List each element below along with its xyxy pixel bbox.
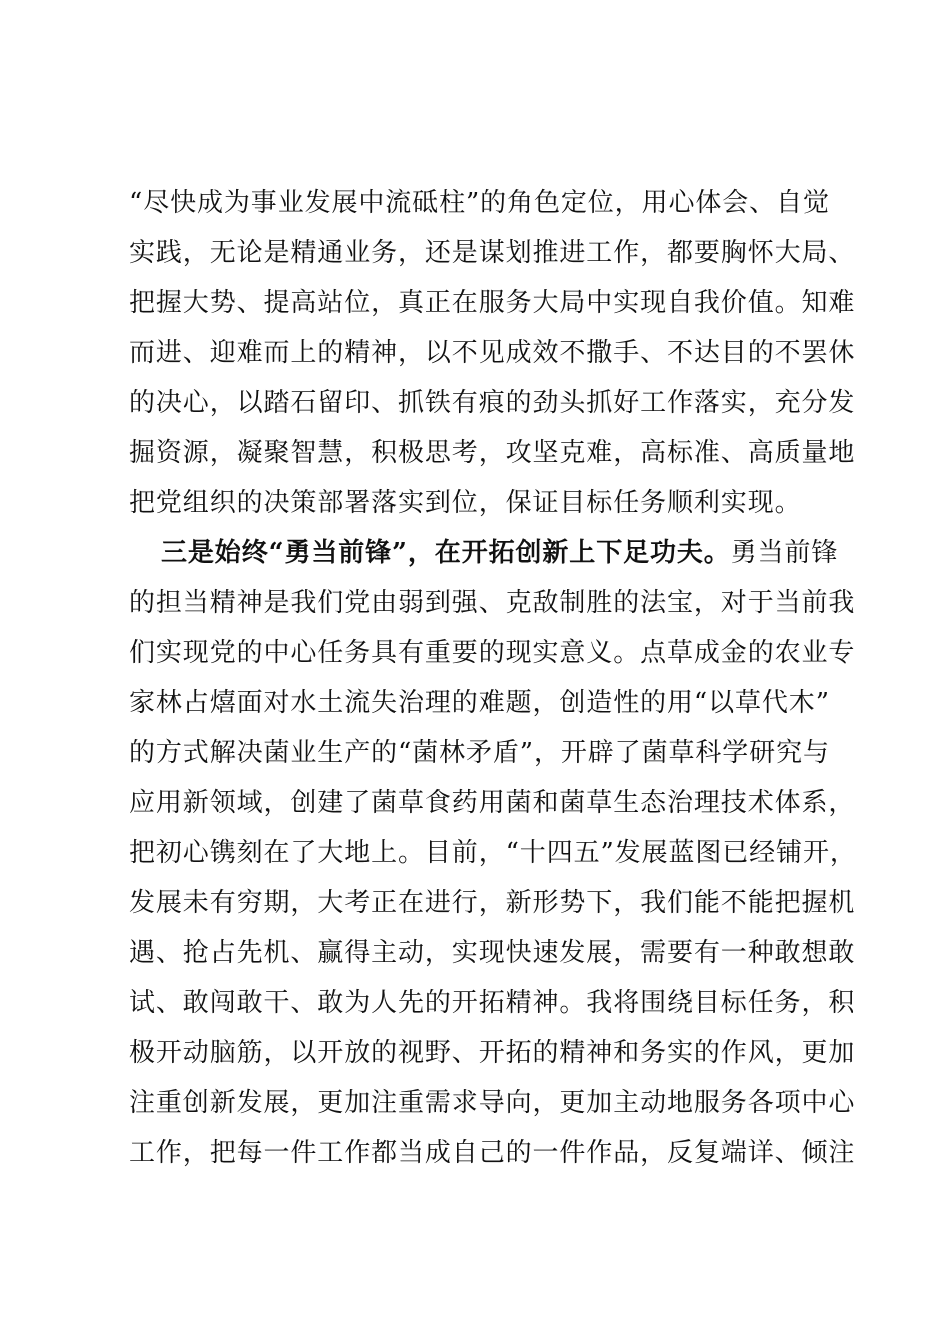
text-line: 应用新领域，创建了菌草食药用菌和菌草生态治理技术体系， xyxy=(129,788,856,818)
text-line: 掘资源，凝聚智慧，积极思考，攻坚克难，高标准、高质量地 xyxy=(129,438,856,468)
text-line: 把握大势、提高站位，真正在服务大局中实现自我价值。知难 xyxy=(129,288,856,318)
text-line: 而进、迎难而上的精神，以不见成效不撒手、不达目的不罢休 xyxy=(129,338,856,368)
paragraph-heading: 三是始终“勇当前锋”，在开拓创新上下足功夫。 xyxy=(161,538,731,568)
paragraph-first-line xyxy=(129,528,839,578)
paragraph-three xyxy=(129,528,857,1178)
text-line: 把初心镌刻在了大地上。目前，“十四五”发展蓝图已经铺开， xyxy=(129,838,857,868)
text-line: 注重创新发展，更加注重需求导向，更加主动地服务各项中心 xyxy=(129,1088,856,1118)
text-line: 们实现党的中心任务具有重要的现实意义。点草成金的农业专 xyxy=(129,638,856,668)
text-line: 工作，把每一件工作都当成自己的一件作品，反复端详、倾注 xyxy=(129,1138,856,1168)
paragraph-continuation xyxy=(129,178,856,528)
text-line: 发展未有穷期，大考正在进行，新形势下，我们能不能把握机 xyxy=(129,888,856,918)
text-line: 的担当精神是我们党由弱到强、克敌制胜的法宝，对于当前我 xyxy=(129,588,856,618)
text-line: 家林占熺面对水土流失治理的难题，创造性的用“以草代木” xyxy=(129,688,830,718)
text-line: 的决心，以踏石留印、抓铁有痕的劲头抓好工作落实，充分发 xyxy=(129,388,856,418)
text-line: 试、敢闯敢干、敢为人先的开拓精神。我将围绕目标任务，积 xyxy=(129,988,856,1018)
text-line: 把党组织的决策部署落实到位，保证目标任务顺利实现。 xyxy=(129,488,802,518)
text-line: “尽快成为事业发展中流砥柱”的角色定位，用心体会、自觉 xyxy=(129,188,830,218)
text-line: 的方式解决菌业生产的“菌林矛盾”，开辟了菌草科学研究与 xyxy=(129,738,830,768)
text-line: 实践，无论是精通业务，还是谋划推进工作，都要胸怀大局、 xyxy=(129,238,856,268)
text-line: 极开动脑筋，以开放的视野、开拓的精神和务实的作风，更加 xyxy=(129,1038,856,1068)
text-fragment: 勇当前锋 xyxy=(730,538,839,568)
text-line: 遇、抢占先机、赢得主动，实现快速发展，需要有一种敢想敢 xyxy=(129,938,856,968)
